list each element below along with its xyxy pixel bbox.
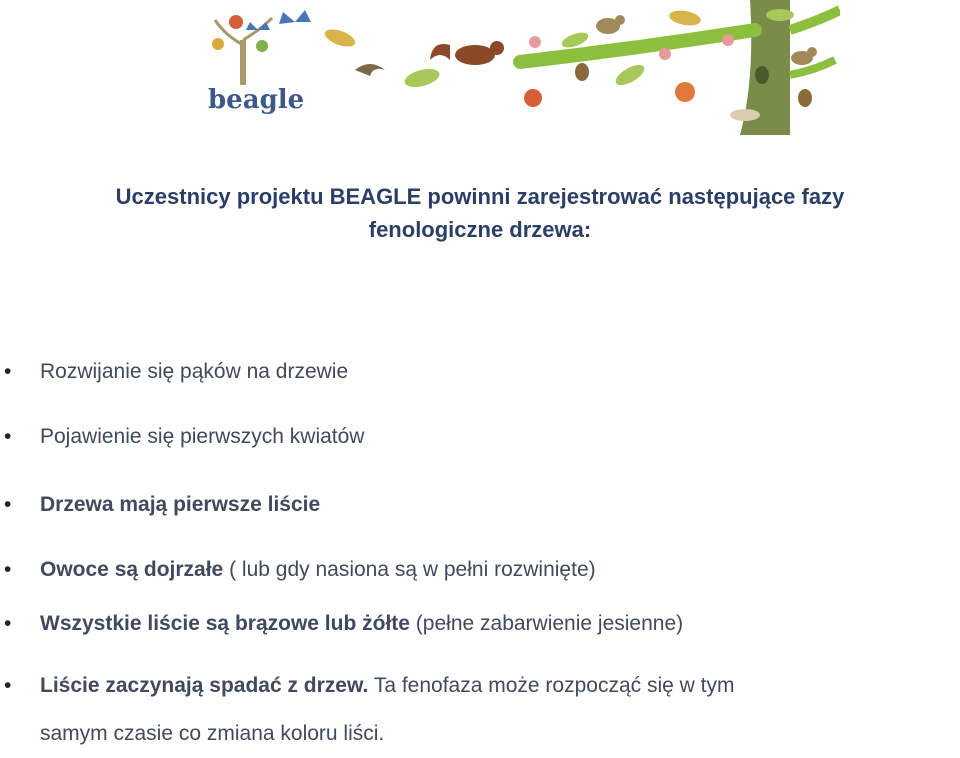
list-item: • Owoce są dojrzałe ( lub gdy nasiona są w pełni rozwinięte) bbox=[0, 558, 960, 582]
page-title-continued: fenologiczne drzewa: bbox=[368, 217, 592, 242]
list-item: • Wszystkie liście są brązowe lub żółte (pełne zabarwienie jesienne) bbox=[0, 612, 960, 636]
bird-icon bbox=[355, 64, 385, 76]
list-item: • Liście zaczynają spadać z drzew. Ta fenofaza może rozpocząć się w tym samym czasie co zmiana koloru liści. bbox=[0, 662, 960, 758]
banner-illustration bbox=[190, 0, 840, 135]
squirrel-icon bbox=[430, 41, 504, 65]
list-item: • Pojawienie się pierwszych kwiatów bbox=[0, 425, 960, 449]
list-item: • Drzewa mają pierwsze liście bbox=[0, 493, 960, 517]
page-title: Uczestnicy projektu BEAGLE powinni zarejestrować następujące fazy bbox=[115, 184, 845, 209]
leaf-icon bbox=[323, 26, 442, 90]
mushroom-icon bbox=[730, 109, 760, 121]
logo-text: beagle bbox=[208, 85, 305, 115]
apple-icon bbox=[524, 82, 695, 107]
list-item: • Rozwijanie się pąków na drzewie bbox=[0, 360, 960, 384]
butterfly-icon bbox=[279, 10, 311, 24]
